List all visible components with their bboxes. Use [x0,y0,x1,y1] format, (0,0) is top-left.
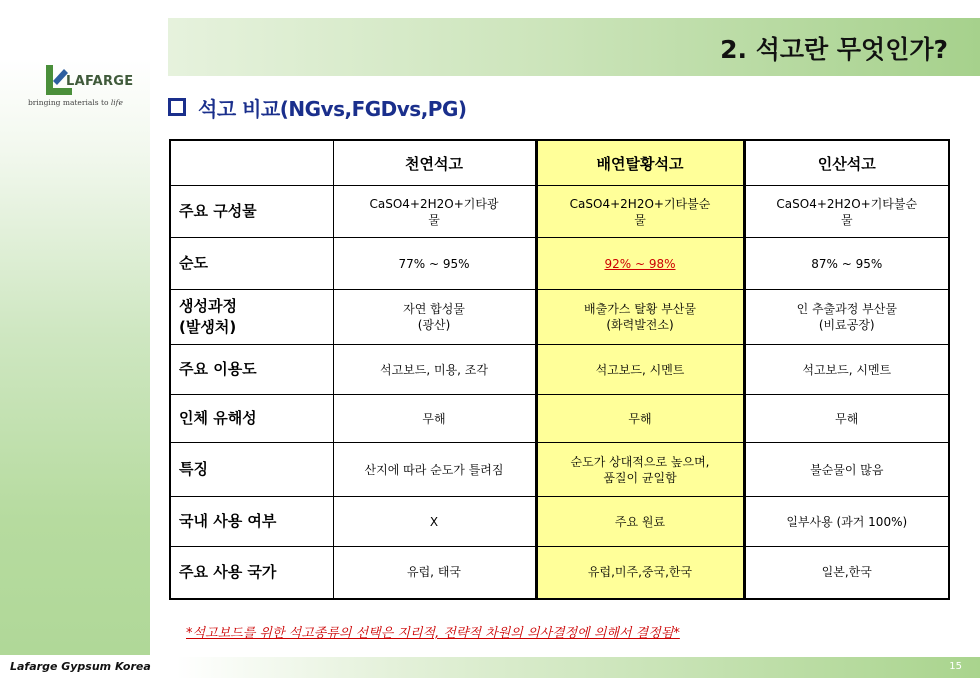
table-cell: 무해 [536,395,744,443]
table-cell: CaSO4+2H2O+기타불순 물 [536,186,744,238]
table-cell: CaSO4+2H2O+기타불순 물 [744,186,949,238]
row-label: 순도 [170,238,333,290]
row-label: 주요 이용도 [170,345,333,395]
logo-wordmark: LAFARGE [66,74,134,89]
table-cell: 석고보드, 시멘트 [744,345,949,395]
highlighted-purity-value: 92% ~ 98% [604,256,676,271]
table-row [170,395,949,443]
table-cell: 77% ~ 95% [333,238,536,290]
table-header-phospho-gypsum: 인산석고 [744,140,949,186]
table-cell: 산지에 따라 순도가 틀려짐 [333,443,536,497]
slide-subtitle: 석고 비교(NGvs,FGDvs,PG) [198,96,467,121]
row-label: 생성과정 (발생처) [170,290,333,345]
table-row [170,345,949,395]
table-header-natural-gypsum: 천연석고 [333,140,536,186]
table-cell: 유럽, 태국 [333,547,536,599]
square-bullet-icon [168,98,186,116]
row-label: 인체 유해성 [170,395,333,443]
subtitle-row [168,92,467,122]
row-label: 주요 구성물 [170,186,333,238]
table-cell: 자연 합성물 (광산) [333,290,536,345]
table-cell: 불순물이 많음 [744,443,949,497]
logo-tagline: bringing materials to life [28,98,123,107]
table-row [170,238,949,290]
table-row [170,497,949,547]
table-cell: 무해 [744,395,949,443]
footnote: *석고보드를 위한 석고종류의 선택은 지리적, 전략적 차원의 의사결정에 의해서 결정됨* [186,626,680,641]
table-cell: 순도가 상대적으로 높으며, 품질이 균일함 [536,443,744,497]
table-cell: 인 추출과정 부산물 (비료공장) [744,290,949,345]
table-cell: CaSO4+2H2O+기타광 물 [333,186,536,238]
table-cell: 일부사용 (과거 100%) [744,497,949,547]
table-row [170,290,949,345]
page-number: 15 [949,661,962,672]
footer-company-name: Lafarge Gypsum Korea [10,660,151,673]
table-cell: 유럽,미주,중국,한국 [536,547,744,599]
title-bar [168,18,980,76]
table-cell: 무해 [333,395,536,443]
table-cell: 석고보드, 시멘트 [536,345,744,395]
table-header-fgd-gypsum: 배연탈황석고 [536,140,744,186]
row-label: 국내 사용 여부 [170,497,333,547]
table-header-corner [170,140,333,186]
table-row [170,186,949,238]
table-cell: 87% ~ 95% [744,238,949,290]
table-row [170,547,949,599]
table-cell: 배출가스 탈황 부산물 (화력발전소) [536,290,744,345]
table-row [170,443,949,497]
table-header-row [170,140,949,186]
table-cell: X [333,497,536,547]
table-cell: 일본,한국 [744,547,949,599]
slide-title: 2. 석고란 무엇인가? [720,35,948,64]
row-label: 주요 사용 국가 [170,547,333,599]
table-cell [536,238,744,290]
row-label: 특징 [170,443,333,497]
footer-bar [0,657,980,678]
gypsum-comparison-table [169,139,950,600]
table-cell: 주요 원료 [536,497,744,547]
table-cell: 석고보드, 미용, 조각 [333,345,536,395]
lafarge-logo [22,58,150,118]
